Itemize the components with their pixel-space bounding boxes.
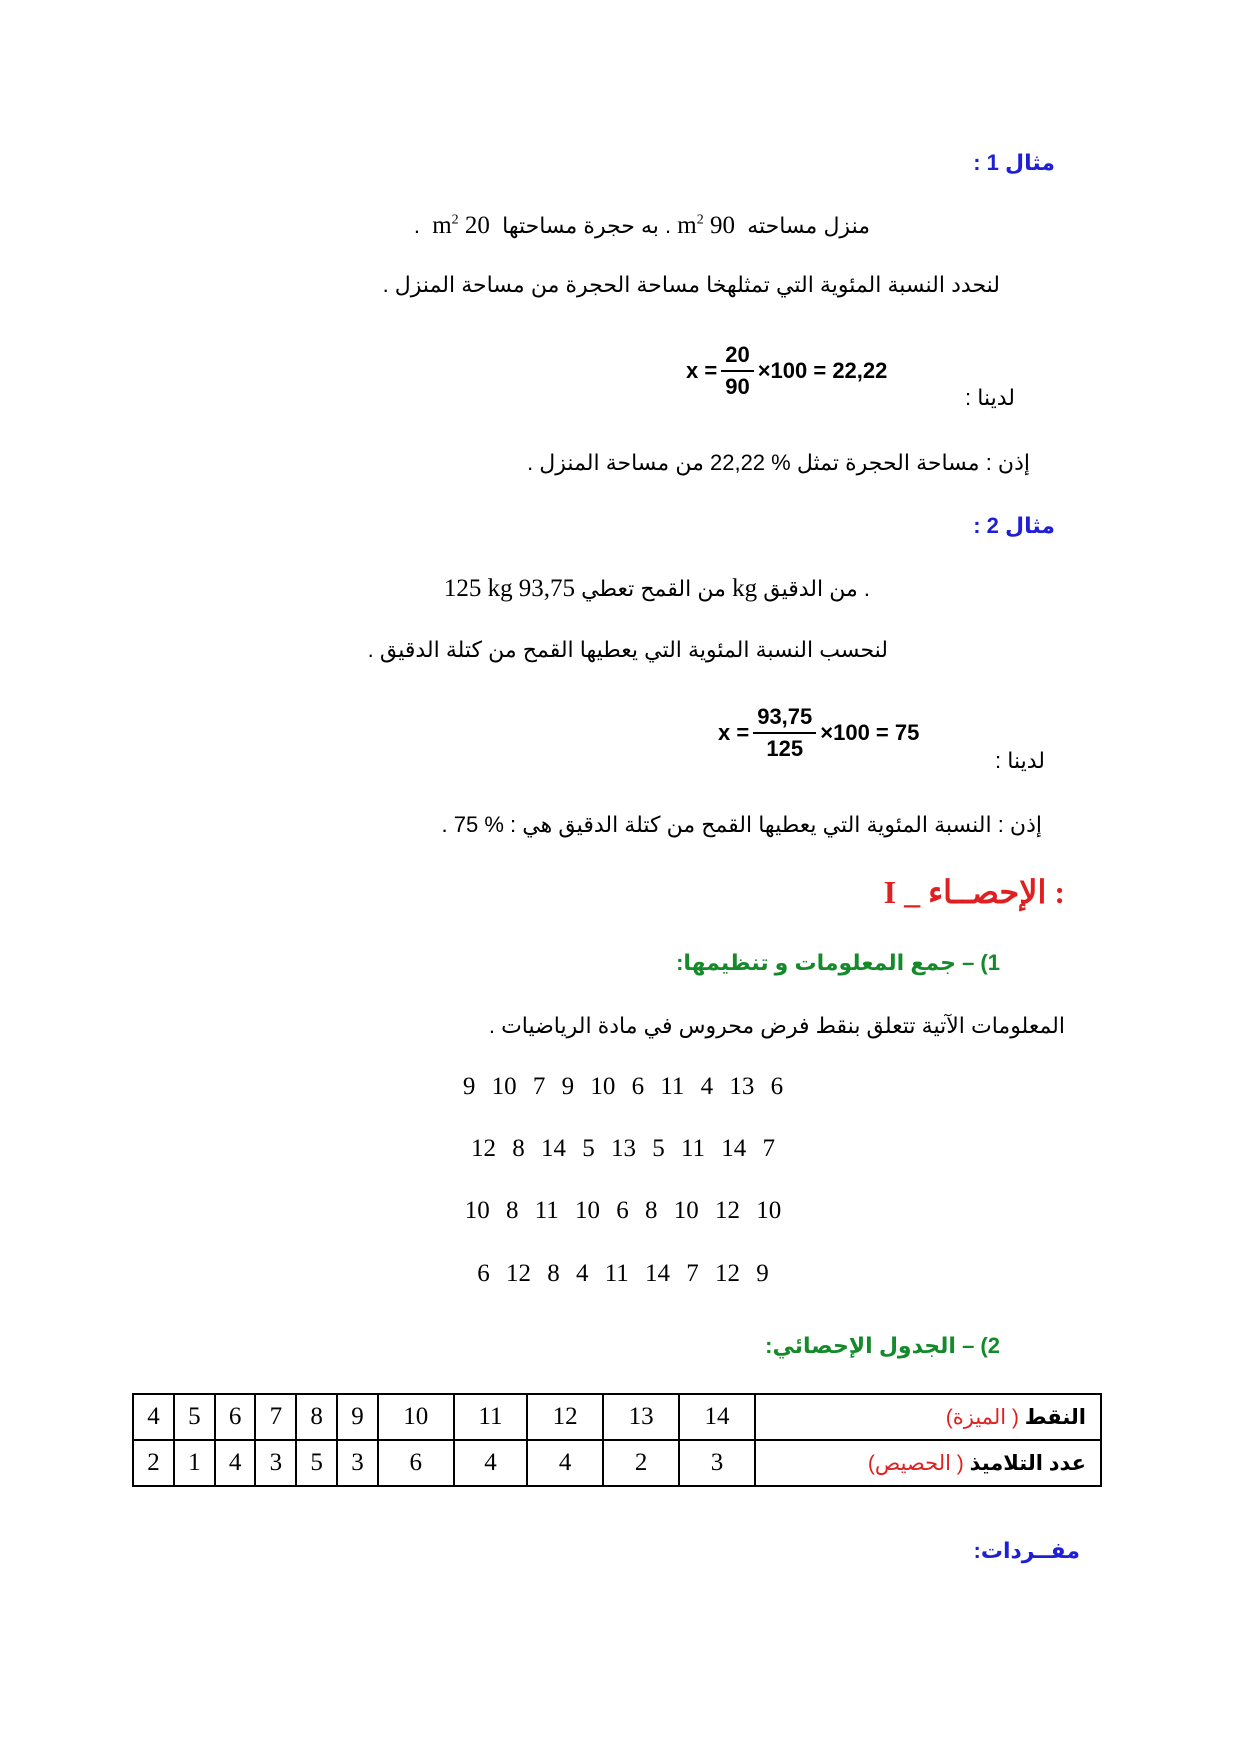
table-cell: 5 — [296, 1440, 337, 1486]
table-cell: 6 — [215, 1394, 256, 1440]
table-cell: 2 — [603, 1440, 679, 1486]
table-cell: 11 — [454, 1394, 527, 1440]
table-cell: 4 — [215, 1440, 256, 1486]
formula-numerator: 20 — [721, 342, 753, 372]
table-cell: 4 — [527, 1440, 603, 1486]
formula-denominator: 125 — [766, 736, 804, 761]
example-1-title: مثال 1 : — [973, 150, 1055, 175]
table-cell: 10 — [378, 1394, 454, 1440]
table-cell: 3 — [337, 1440, 378, 1486]
example-2-statement: 125 kg من القمح تعطي 93,75 kg من الدقيق . — [443, 575, 870, 602]
table-cell: 7 — [255, 1394, 296, 1440]
example-2-formula — [718, 704, 919, 762]
formula-result: ×100 = 75 — [820, 720, 920, 745]
formula-denominator: 90 — [725, 374, 750, 399]
table-cell: 13 — [603, 1394, 679, 1440]
table-cell: 3 — [255, 1440, 296, 1486]
data-row-1: 9 10 7 9 10 6 11 4 13 6 — [462, 1073, 784, 1100]
example-1-we-have: لدينا : — [965, 385, 1015, 410]
table-cell: 14 — [679, 1394, 755, 1440]
subsection-1-title: 1) – جمع المعلومات و تنظيمها: — [676, 950, 1000, 975]
table-cell: 2 — [133, 1440, 174, 1486]
formula-variable: x = — [718, 720, 750, 745]
table-cell: 4 — [133, 1394, 174, 1440]
example-2-question: لنحسب النسبة المئوية التي يعطيها القمح من كتلة الدقيق . — [367, 637, 888, 662]
row-label-values: النقط ( الميزة) — [755, 1394, 1101, 1440]
formula-fraction — [721, 342, 753, 400]
example-2-we-have: لدينا : — [995, 748, 1045, 773]
example-1-question: لنحدد النسبة المئوية التي تمثلهخا مساحة الحجرة من مساحة المنزل . — [382, 272, 1000, 297]
data-row-4: 6 12 8 4 11 14 7 12 9 — [477, 1260, 769, 1287]
subsection-1-intro: المعلومات الآتية تتعلق بنقط فرض محروس في مادة الرياضيات . — [488, 1013, 1065, 1038]
table-cell: 5 — [174, 1394, 215, 1440]
table-cell: 3 — [679, 1440, 755, 1486]
section-title: I _ الإحصــاء : — [883, 874, 1065, 910]
formula-numerator: 93,75 — [753, 704, 816, 734]
table-cell: 1 — [174, 1440, 215, 1486]
example-2-title: مثال 2 : — [973, 513, 1055, 538]
table-row-counts — [133, 1440, 1101, 1486]
vocabulary-title: مفــردات: — [973, 1538, 1080, 1563]
example-2-conclusion: إذن : النسبة المئوية التي يعطيها القمح من كتلة الدقيق هي : % 75 . — [441, 812, 1042, 837]
table-cell: 4 — [454, 1440, 527, 1486]
table-cell: 12 — [527, 1394, 603, 1440]
table-cell: 9 — [337, 1394, 378, 1440]
formula-fraction — [753, 704, 816, 762]
table-row-values — [133, 1394, 1101, 1440]
data-row-2: 12 8 14 5 13 5 11 14 7 — [470, 1135, 776, 1162]
table-cell: 8 — [296, 1394, 337, 1440]
statistics-table — [132, 1393, 1102, 1487]
table-cell: 6 — [378, 1440, 454, 1486]
example-1-formula — [686, 342, 887, 400]
example-1-conclusion: إذن : مساحة الحجرة تمثل % 22,22 من مساحة المنزل . — [527, 450, 1030, 475]
formula-result: ×100 = 22,22 — [757, 358, 888, 383]
formula-variable: x = — [686, 358, 718, 383]
example-1-statement: منزل مساحته 90 $m^2$ . به حجرة مساحتها 20 $m^2$ . — [413, 212, 870, 239]
subsection-2-title: 2) – الجدول الإحصائي: — [765, 1333, 1000, 1358]
data-row-3: 10 8 11 10 6 8 10 12 10 — [464, 1197, 782, 1224]
row-label-counts: عدد التلاميذ ( الحصيص) — [755, 1440, 1101, 1486]
